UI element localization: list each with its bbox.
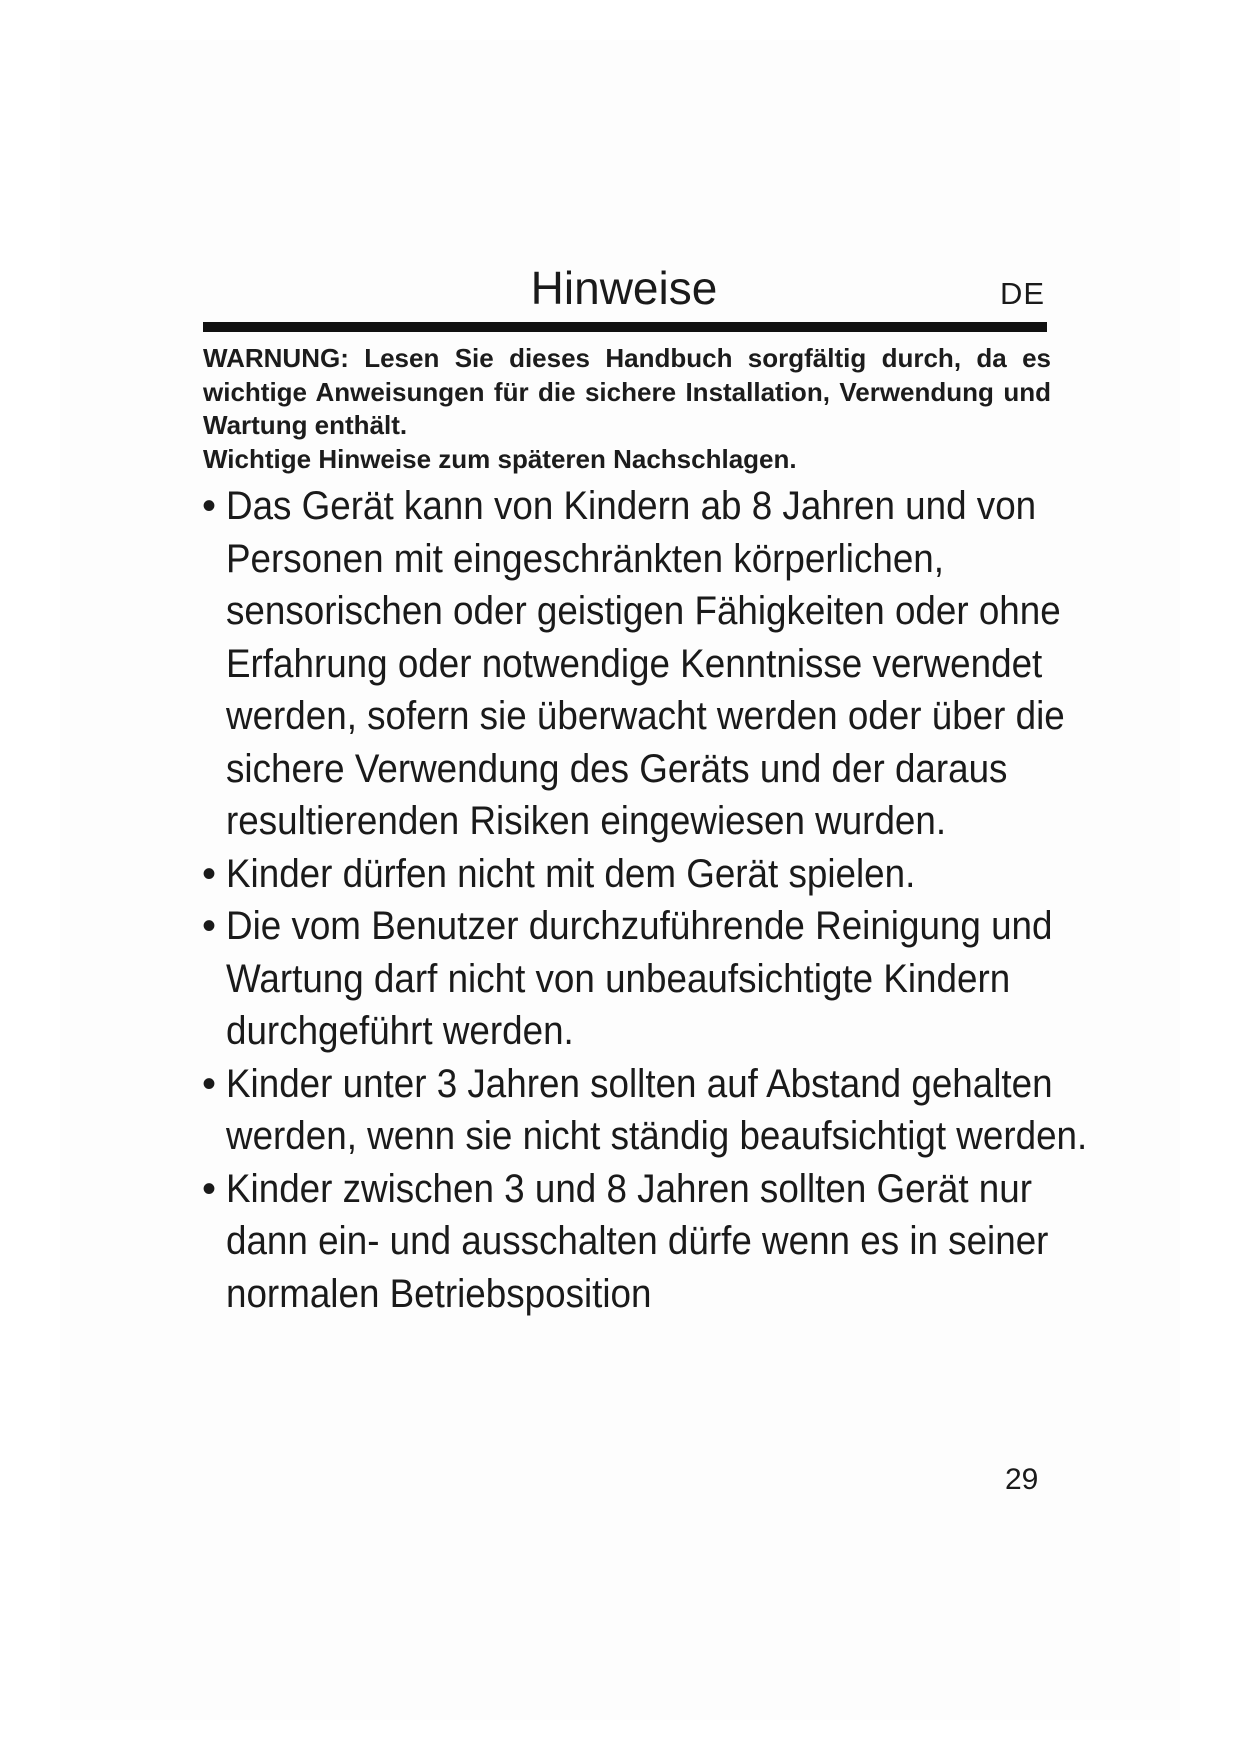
list-item-text: Kinder unter 3 Jahren sollten auf Abstand gehalten werden, wenn sie nicht ständig beaufsichtigt werden. xyxy=(226,1061,1088,1158)
list-item xyxy=(200,1058,1190,1163)
list-item xyxy=(200,900,1190,1058)
page-title: Hinweise xyxy=(530,262,718,314)
bullet-icon: • xyxy=(202,1166,217,1211)
warning-note: Wichtige Hinweise zum späteren Nachschlagen. xyxy=(203,443,797,474)
list-item xyxy=(200,848,1190,901)
list-item-text: Das Gerät kann von Kindern ab 8 Jahren und von Personen mit eingeschränkten körperlichen, sensorischen oder geistigen Fähigkeiten oder ohne Erfahrung oder notwendige Kenntnisse verwendet werden, sofern sie überwacht werden oder über die sichere Verwendung des Geräts und der daraus resultierenden Risiken eingewiesen wurden. xyxy=(226,484,1065,843)
list-item-text: Kinder dürfen nicht mit dem Gerät spielen. xyxy=(226,851,916,896)
bullet-icon: • xyxy=(202,851,217,896)
bullet-icon: • xyxy=(202,484,217,528)
bullet-icon: • xyxy=(202,1061,217,1106)
list-item-text: Die vom Benutzer durchzuführende Reinigung und Wartung darf nicht von unbeaufsichtigte Kindern durchgeführt werden. xyxy=(226,904,1053,1053)
safety-instructions-list xyxy=(200,480,1190,1320)
list-item-text: Kinder zwischen 3 und 8 Jahren sollten Gerät nur dann ein- und ausschalten dürfe wenn es in seiner normalen Betriebsposition xyxy=(226,1166,1049,1316)
list-item xyxy=(200,1163,1190,1321)
language-code: DE xyxy=(1000,276,1046,311)
header-rule xyxy=(203,322,1047,332)
warning-text: WARNUNG: Lesen Sie dieses Handbuch sorgfältig durch, da es wichtige Anweisungen für die sichere Installation, Verwendung und Wartung enthält. xyxy=(203,343,1051,440)
bullet-icon: • xyxy=(202,904,217,948)
page-number: 29 xyxy=(1005,1463,1039,1496)
list-item xyxy=(200,480,1190,848)
warning-block xyxy=(203,342,1051,476)
